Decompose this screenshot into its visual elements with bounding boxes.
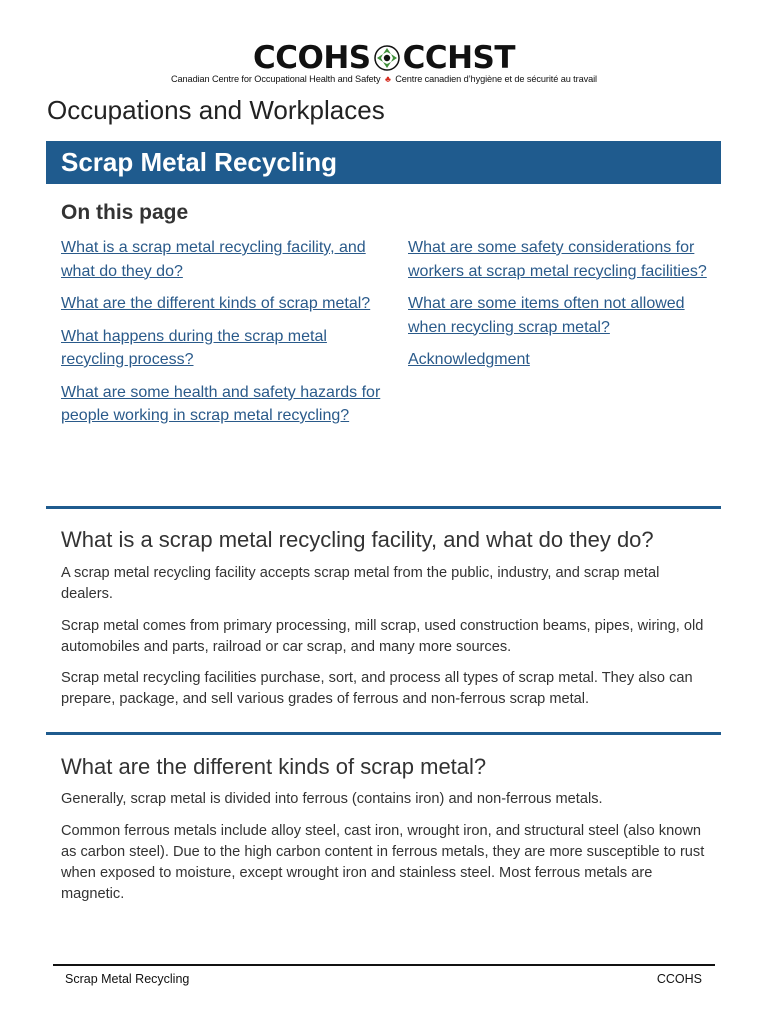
logo-subtitle-fr: Centre canadien d’hygiène et de sécurité au travail <box>395 74 597 84</box>
toc-item <box>408 236 708 283</box>
toc-link-items-not-allowed[interactable]: What are some items often not allowed when recycling scrap metal? <box>408 295 685 336</box>
section-divider <box>46 732 721 735</box>
toc-item <box>408 348 708 372</box>
paragraph: Scrap metal recycling facilities purchase, sort, and process all types of scrap metal. They also can prepare, package, and sell various grades of ferrous and non-ferrous scrap metal. <box>61 670 693 707</box>
logo-subtitle <box>0 74 768 84</box>
toc-link-what-is-facility[interactable]: What is a scrap metal recycling facility, and what do they do? <box>61 239 366 280</box>
section-heading-what-is-facility: What is a scrap metal recycling facility, and what do they do? <box>61 527 654 552</box>
paragraph: Common ferrous metals include alloy steel, cast iron, wrought iron, and structural steel (also known as carbon steel). Due to the high carbon content in ferrous metals, they are more susceptible to rust when exposed to moisture, except wrought iron and stainless steel. Most ferrous metals are magnetic. <box>61 823 705 902</box>
section-heading-kinds-of-scrap: What are the different kinds of scrap metal? <box>61 754 487 779</box>
toc-link-kinds-of-scrap[interactable]: What are the different kinds of scrap metal? <box>61 295 371 312</box>
paragraph: A scrap metal recycling facility accepts scrap metal from the public, industry, and scrap metal dealers. <box>61 565 660 602</box>
toc-item <box>408 292 708 339</box>
paragraph: Scrap metal comes from primary processing, mill scrap, used construction beams, pipes, wiring, old automobiles and parts, railroad or car scrap, and many more sources. <box>61 618 704 655</box>
page-title-banner <box>46 141 721 184</box>
on-this-page-heading: On this page <box>61 201 189 224</box>
toc-link-recycling-process[interactable]: What happens during the scrap metal recycling process? <box>61 327 327 368</box>
paragraph: Generally, scrap metal is divided into ferrous (contains iron) and non-ferrous metals. <box>61 791 603 807</box>
footer-divider <box>53 964 715 966</box>
toc-item <box>61 292 381 316</box>
toc-item <box>61 325 381 372</box>
footer-document-title: Scrap Metal Recycling <box>65 972 190 986</box>
toc-left-column <box>61 236 381 437</box>
logo-left-word: CCOHS <box>252 40 371 76</box>
logo-subtitle-en: Canadian Centre for Occupational Health and Safety <box>171 74 381 84</box>
footer-organization: CCOHS <box>656 972 702 986</box>
logo-wordmark <box>0 42 768 74</box>
maple-leaf-icon: ♣ <box>384 74 391 84</box>
toc-link-acknowledgment[interactable]: Acknowledgment <box>408 351 530 368</box>
ccohs-logo <box>0 42 768 84</box>
toc-item <box>61 236 381 283</box>
ccohs-emblem-icon <box>374 45 400 71</box>
toc-link-safety-considerations[interactable]: What are some safety considerations for workers at scrap metal recycling facilities? <box>408 239 707 280</box>
toc-item <box>61 381 381 428</box>
page-title: Scrap Metal Recycling <box>61 147 337 177</box>
toc-link-hazards[interactable]: What are some health and safety hazards for people working in scrap metal recycling? <box>61 383 381 424</box>
section-divider <box>46 506 721 509</box>
section-title: Occupations and Workplaces <box>47 95 385 125</box>
logo-right-word: CCHST <box>402 40 516 76</box>
toc-right-column <box>408 236 708 381</box>
